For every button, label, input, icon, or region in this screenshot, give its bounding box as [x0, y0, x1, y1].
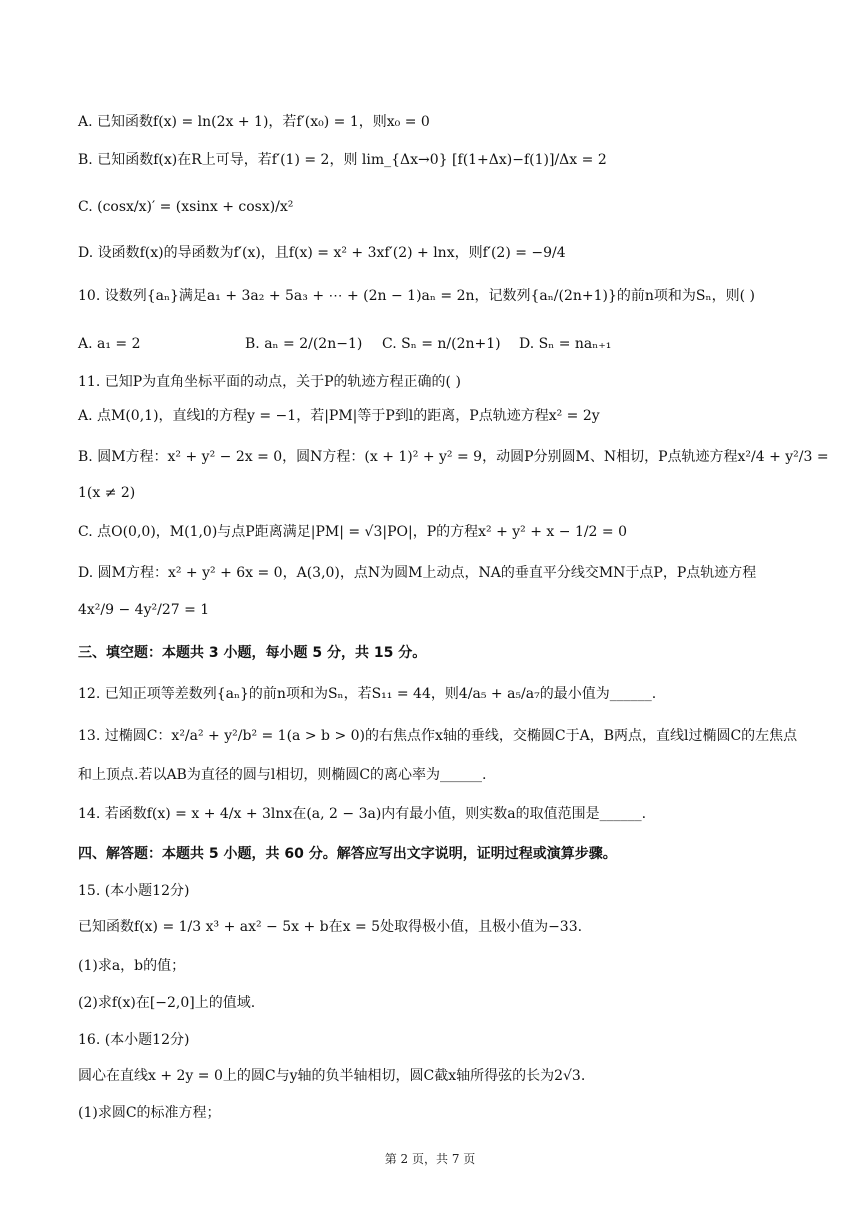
line-9d: D. 设函数f(x)的导函数为f′(x)，且f(x) = x² + 3xf′(2) + lnx，则f′(2) = −9/4 [78, 245, 566, 261]
q10-option-b: B. aₙ = 2/(2n−1) [245, 336, 363, 352]
line-11c: C. 点O(0,0)，M(1,0)与点P距离满足|PM| = √3|PO|，P的方程x² + y² + x − 1/2 = 0 [78, 524, 628, 540]
question-15-title: 15. (本小题12分) [78, 883, 190, 899]
line-9c: C. (cosx/x)′ = (xsinx + cosx)/x² [78, 199, 294, 215]
question-13-cont: 和上顶点.若以AB为直径的圆与l相切，则椭圆C的离心率为______. [78, 767, 487, 783]
question-12: 12. 已知正项等差数列{aₙ}的前n项和为Sₙ，若S₁₁ = 44，则4/a₅ + a₅/a₇的最小值为______. [78, 686, 657, 702]
line-11a: A. 点M(0,1)，直线l的方程y = −1，若|PM|等于P到l的距离，P点轨迹方程x² = 2y [78, 408, 600, 424]
line-11d: D. 圆M方程：x² + y² + 6x = 0，A(3,0)，点N为圆M上动点，NA的垂直平分线交MN于点P，P点轨迹方程 [78, 565, 757, 581]
question-15-part1: (1)求a，b的值； [78, 958, 186, 974]
question-16-part1: (1)求圆C的标准方程； [78, 1105, 221, 1121]
question-16-body: 圆心在直线x + 2y = 0上的圆C与y轴的负半轴相切，圆C截x轴所得弦的长为2√3. [78, 1068, 586, 1084]
question-10: 10. 设数列{aₙ}满足a₁ + 3a₂ + 5a₃ + ⋯ + (2n − 1)aₙ = 2n，记数列{aₙ/(2n+1)}的前n项和为Sₙ，则( ) [78, 288, 755, 304]
question-13: 13. 过椭圆C：x²/a² + y²/b² = 1(a > b > 0)的右焦点作x轴的垂线，交椭圆C于A，B两点，直线l过椭圆C的左焦点 [78, 728, 798, 744]
section-3-heading: 三、填空题：本题共 3 小题，每小题 5 分，共 15 分。 [78, 645, 427, 661]
question-14: 14. 若函数f(x) = x + 4/x + 3lnx在(a, 2 − 3a)内有最小值，则实数a的取值范围是______. [78, 806, 647, 822]
page-footer: 第 2 页，共 7 页 [384, 1152, 476, 1166]
question-15-part2: (2)求f(x)在[−2,0]上的值域. [78, 995, 256, 1011]
question-16-title: 16. (本小题12分) [78, 1032, 190, 1048]
line-11b: B. 圆M方程：x² + y² − 2x = 0，圆N方程：(x + 1)² + y² = 9，动圆P分别圆M、N相切，P点轨迹方程x²/4 + y²/3 = [78, 449, 829, 465]
section-4-heading: 四、解答题：本题共 5 小题，共 60 分。解答应写出文字说明，证明过程或演算步骤。 [78, 846, 617, 862]
line-9b: B. 已知函数f(x)在R上可导，若f′(1) = 2，则 lim_{Δx→0} [f(1+Δx)−f(1)]/Δx = 2 [78, 152, 607, 168]
line-11d-cont: 4x²/9 − 4y²/27 = 1 [78, 602, 210, 618]
line-11b-cont: 1(x ≠ 2) [78, 485, 136, 501]
q10-option-d: D. Sₙ = naₙ₊₁ [519, 336, 612, 352]
q10-option-a: A. a₁ = 2 [78, 336, 141, 352]
question-11: 11. 已知P为直角坐标平面的动点，关于P的轨迹方程正确的( ) [78, 374, 461, 390]
q10-option-c: C. Sₙ = n/(2n+1) [382, 336, 501, 352]
line-9a: A. 已知函数f(x) = ln(2x + 1)，若f′(x₀) = 1，则x₀ = 0 [78, 114, 430, 130]
question-15-body: 已知函数f(x) = 1/3 x³ + ax² − 5x + b在x = 5处取得极小值，且极小值为−33. [78, 919, 583, 935]
